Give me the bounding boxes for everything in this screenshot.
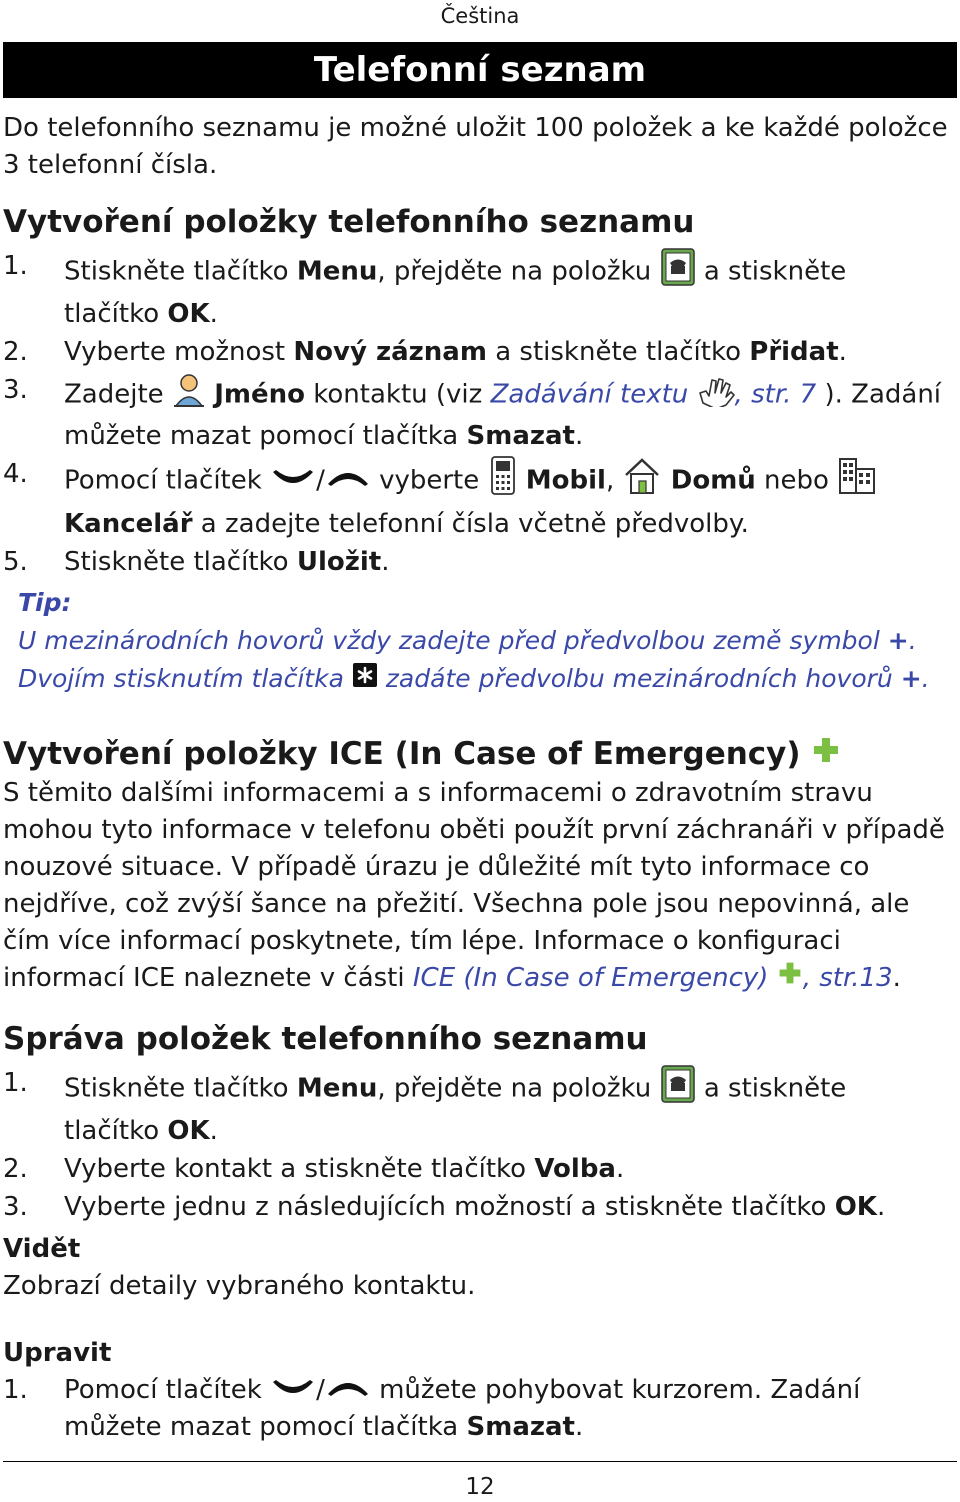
subheading-view: Vidět [3,1234,81,1264]
step-number: 3. [3,375,28,405]
page-number: 12 [465,1474,495,1500]
step-number: 3. [3,1192,28,1222]
page-reference-link[interactable]: , str.13 [802,963,893,993]
office-building-icon [837,457,877,505]
chevron-up-icon [325,463,371,499]
section-heading-manage-entries: Správa položek telefonního seznamu [3,1021,648,1057]
step-number: 1. [3,1375,28,1405]
green-plus-icon [811,735,841,775]
list-item: 2. Vyberte možnost Nový záznam a stiskněte tlačítko Přidat. [3,334,953,370]
list-item: 1. Pomocí tlačítek / můžete pohybovat kurzorem. Zadání můžete mazat pomocí tlačítka Smazat. [3,1372,953,1445]
ice-paragraph: S těmito dalšími informacemi a s informacemi o zdravotním stravu mohou tyto informace v telefonu oběti použít první záchranáři v případě nouzové situace. V případě úrazu je důležité mít tyto informace co nejdříve, což zvýší šance na přežití. Všechna pole jsou nepovinná, ale čím více informací poskytnete, tím lépe. Informace o konfiguraci informací ICE naleznete v části ICE (In Case of Emergency) , str.13. [3,775,953,997]
chevron-up-icon [325,1373,371,1409]
create-entry-steps [3,248,953,580]
home-icon [622,457,662,505]
tip-title: Tip: [18,588,72,617]
tip-line-2: Dvojím stisknutím tlačítka zadáte předvolbu mezinárodních hovorů +. [18,660,953,700]
text-input-link[interactable]: Zadávání textu [490,379,689,410]
footer-divider [3,1461,957,1462]
list-item: 1. Stiskněte tlačítko Menu, přejděte na položku a stiskněte tlačítko OK. [3,1065,953,1149]
phonebook-icon [660,248,696,296]
tip-line-1: U mezinárodních hovorů vždy zadejte před předvolbou země symbol +. [18,626,917,655]
list-item: 4. Pomocí tlačítek / vyberte Mobil, Domů nebo Kancelář a zadejte telefonní čísla včetně předvolby. [3,456,953,542]
step-number: 4. [3,459,28,489]
section-heading-create-entry: Vytvoření položky telefonního seznamu [3,204,695,240]
intro-paragraph: Do telefonního seznamu je možné uložit 100 položek a ke každé položce 3 telefonní čísla. [3,113,948,180]
language-label: Čeština [440,4,520,28]
list-item: 3. Vyberte jednu z následujících možností a stiskněte tlačítko OK. [3,1189,953,1225]
step-number: 2. [3,1154,28,1184]
mobile-phone-icon [488,456,518,506]
list-item: 5. Stiskněte tlačítko Uložit. [3,544,953,580]
list-item: 1. Stiskněte tlačítko Menu, přejděte na položku a stiskněte tlačítko OK. [3,248,953,332]
subheading-edit: Upravit [3,1338,112,1368]
ice-section-link[interactable]: ICE (In Case of Emergency) [412,963,769,993]
tip-box [3,584,953,700]
step-number: 2. [3,337,28,367]
document-body [3,110,953,1445]
page-reference-link[interactable]: , str. 7 [734,379,817,410]
person-icon [172,372,206,418]
step-number: 1. [3,1068,28,1098]
chevron-down-icon [270,463,316,499]
manage-entries-steps [3,1065,953,1225]
view-description: Zobrazí detaily vybraného kontaktu. [3,1271,476,1301]
step-number: 1. [3,251,28,281]
step-number: 5. [3,547,28,577]
edit-steps [3,1372,953,1445]
phonebook-icon [660,1065,696,1113]
chevron-down-icon [270,1373,316,1409]
hand-icon [697,373,735,417]
green-plus-icon [777,960,803,997]
list-item: 3. Zadejte Jméno kontaktu (viz Zadávání textu , str. 7 ). Zadání můžete mazat pomocí tlačítka Smazat. [3,372,953,454]
star-key-icon [352,661,378,700]
section-heading-ice: Vytvoření položky ICE (In Case of Emergency) [3,734,953,776]
list-item: 2. Vyberte kontakt a stiskněte tlačítko Volba. [3,1151,953,1187]
page-title-banner: Telefonní seznam [3,42,957,98]
